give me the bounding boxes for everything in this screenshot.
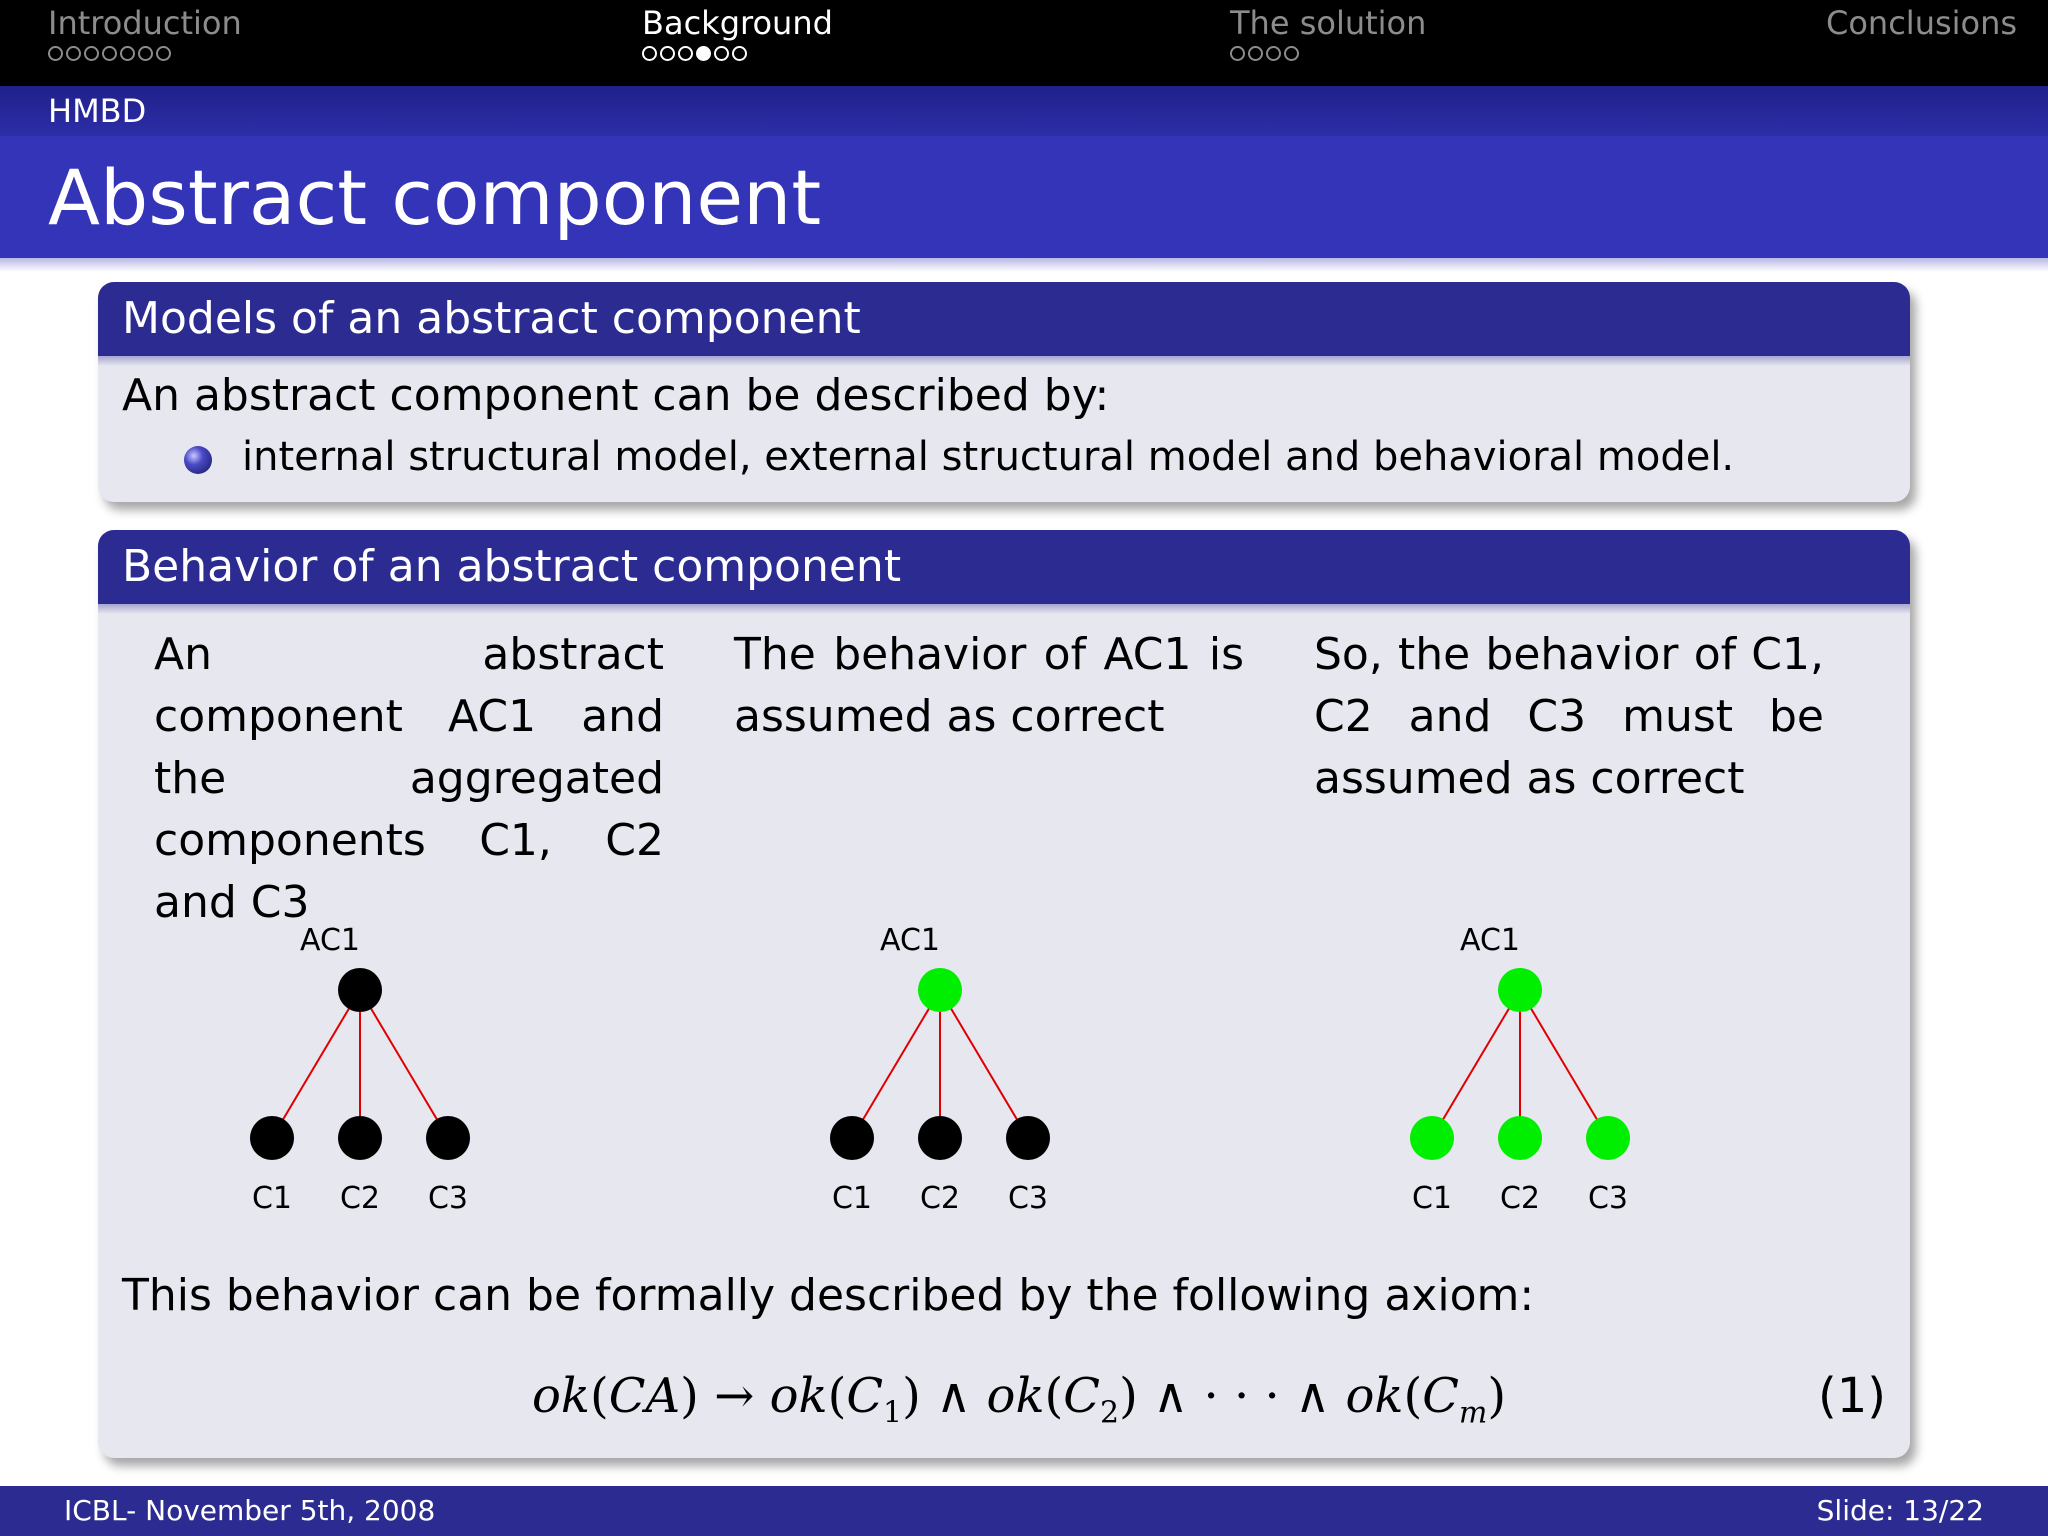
subsection-label: HMBD — [48, 92, 147, 130]
root-node-label: AC1 — [299, 923, 361, 958]
bullet-icon — [184, 446, 212, 474]
nav-frame-dot[interactable] — [66, 46, 81, 61]
nav-dots — [642, 46, 833, 61]
models-block — [98, 282, 1910, 502]
tree-diagram-1 — [238, 920, 538, 1220]
footer-bar — [0, 1486, 2048, 1536]
nav-section-background[interactable] — [642, 4, 833, 61]
child-node-label: C1 — [831, 1181, 873, 1216]
nav-section-introduction[interactable] — [48, 4, 242, 61]
column-3 — [1314, 624, 1824, 810]
nav-section-label: The solution — [1230, 4, 1427, 42]
child-node-label: C2 — [919, 1181, 961, 1216]
nav-frame-dot[interactable] — [1230, 46, 1245, 61]
nav-frame-dot[interactable] — [138, 46, 153, 61]
child-node — [1410, 1116, 1454, 1160]
subsection-bar — [0, 86, 2048, 136]
frame-title: Abstract component — [48, 153, 822, 242]
nav-frame-dot[interactable] — [642, 46, 657, 61]
nav-frame-dot[interactable] — [1248, 46, 1263, 61]
tree-edge — [1520, 990, 1608, 1138]
block-title: Models of an abstract component — [98, 282, 1910, 356]
child-node — [830, 1116, 874, 1160]
behavior-block — [98, 530, 1910, 1458]
footer-event-date: ICBL- November 5th, 2008 — [64, 1494, 436, 1527]
nav-dots — [48, 46, 242, 61]
frame-title-bar — [0, 136, 2048, 258]
tree-edge — [852, 990, 940, 1138]
nav-frame-dot[interactable] — [156, 46, 171, 61]
child-node — [426, 1116, 470, 1160]
nav-frame-dot[interactable] — [696, 46, 711, 61]
child-node — [1498, 1116, 1542, 1160]
child-node-label: C3 — [1007, 1181, 1049, 1216]
column-text: So, the behavior of C1, C2 and C3 must be assumed as correct — [1314, 629, 1824, 804]
tree-diagram-2 — [818, 920, 1118, 1220]
child-node-label: C3 — [1587, 1181, 1629, 1216]
section-navigation — [0, 0, 2048, 86]
footer-slide-number[interactable]: Slide: 13/22 — [1816, 1494, 1984, 1527]
nav-frame-dot[interactable] — [1266, 46, 1281, 61]
child-node — [250, 1116, 294, 1160]
column-text: The behavior of AC1 is assumed as correct — [734, 629, 1244, 742]
root-node-label: AC1 — [1459, 923, 1521, 958]
root-node — [1498, 968, 1542, 1012]
child-node — [918, 1116, 962, 1160]
column-text: An abstract component AC1 and the aggregated components C1, C2 and C3 — [154, 629, 664, 928]
root-node — [338, 968, 382, 1012]
nav-section-the-solution[interactable] — [1230, 4, 1426, 61]
nav-section-conclusions[interactable] — [1826, 4, 2017, 46]
nav-frame-dot[interactable] — [48, 46, 63, 61]
axiom-intro-text: This behavior can be formally described by the following axiom: — [122, 1270, 1535, 1321]
child-node — [338, 1116, 382, 1160]
child-node-label: C2 — [1499, 1181, 1541, 1216]
tree-diagram-3 — [1398, 920, 1698, 1220]
nav-frame-dot[interactable] — [102, 46, 117, 61]
nav-dots — [1230, 46, 1426, 61]
nav-section-label: Background — [642, 4, 833, 42]
column-1 — [154, 624, 664, 934]
child-node-label: C2 — [339, 1181, 381, 1216]
bullet-text: internal structural model, external structural model and behavioral model. — [242, 434, 1735, 480]
nav-frame-dot[interactable] — [84, 46, 99, 61]
nav-frame-dot[interactable] — [732, 46, 747, 61]
tree-edge — [272, 990, 360, 1138]
axiom-formula: $ok(CA) \to ok(C_1)$ ∧ $ok(C_2)$ ∧ · · · ∧ $ok(C_m)$ — [532, 1368, 1507, 1431]
root-node-label: AC1 — [879, 923, 941, 958]
block-intro-text: An abstract component can be described by: — [122, 370, 1110, 421]
child-node-label: C1 — [1411, 1181, 1453, 1216]
equation-number: (1) — [1818, 1368, 1886, 1424]
nav-section-label: Conclusions — [1826, 4, 2018, 42]
child-node-label: C3 — [427, 1181, 469, 1216]
nav-frame-dot[interactable] — [1284, 46, 1299, 61]
block-title: Behavior of an abstract component — [98, 530, 1910, 604]
nav-section-label: Introduction — [48, 4, 242, 42]
nav-frame-dot[interactable] — [660, 46, 675, 61]
nav-frame-dot[interactable] — [714, 46, 729, 61]
child-node-label: C1 — [251, 1181, 293, 1216]
nav-frame-dot[interactable] — [678, 46, 693, 61]
tree-edge — [1432, 990, 1520, 1138]
column-2 — [734, 624, 1244, 748]
child-node — [1006, 1116, 1050, 1160]
nav-frame-dot[interactable] — [120, 46, 135, 61]
child-node — [1586, 1116, 1630, 1160]
root-node — [918, 968, 962, 1012]
tree-edge — [360, 990, 448, 1138]
tree-edge — [940, 990, 1028, 1138]
